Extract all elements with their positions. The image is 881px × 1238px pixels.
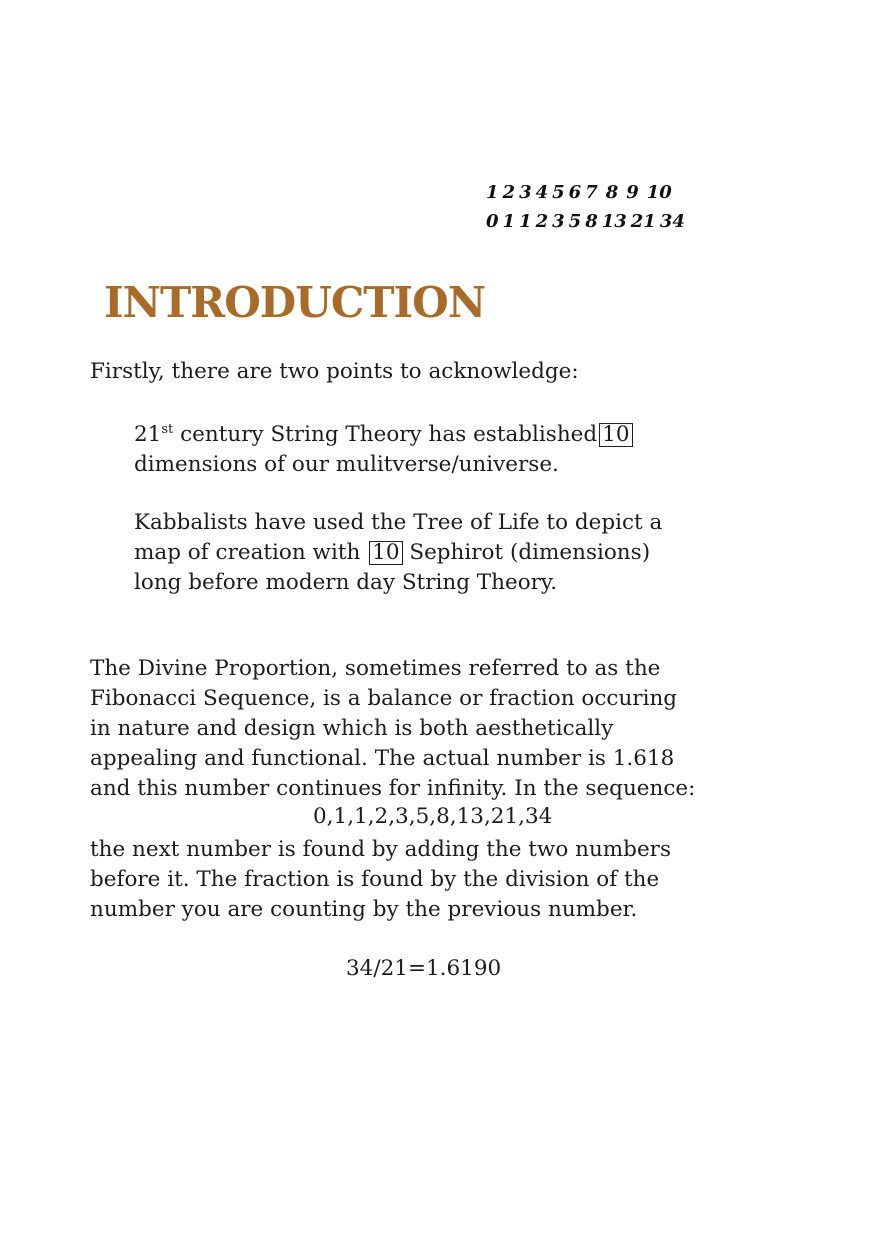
point-two-line-one: Kabbalists have used the Tree of Life to depict a (134, 510, 663, 535)
fibonacci-sequence: 0,1,1,2,3,5,8,13,21,34 (313, 804, 553, 829)
fib-cell: 8 (585, 211, 598, 232)
fibonacci-row (486, 207, 689, 236)
page-title: INTRODUCTION (104, 278, 486, 327)
index-cell: 2 (502, 182, 516, 203)
index-cell: 9 (626, 182, 639, 203)
fib-cell: 13 (601, 211, 627, 232)
ordinal-suffix: st (161, 421, 174, 437)
paragraph-line: The Divine Proportion, sometimes referred to as the (90, 656, 661, 681)
index-cell: 8 (605, 182, 619, 203)
index-row (486, 178, 689, 207)
intro-line: Firstly, there are two points to acknowledge: (90, 359, 579, 384)
fibonacci-number-table (486, 178, 689, 236)
fib-cell: 21 (630, 211, 656, 232)
boxed-number: 10 (369, 541, 402, 565)
point-two-text-pre: map of creation with (134, 540, 368, 565)
paragraph-line: and this number continues for infinity. In the sequence: (90, 776, 696, 801)
point-one-line-one (134, 420, 633, 450)
point-one-text: century String Theory has established (173, 422, 598, 447)
ratio-equation: 34/21=1.6190 (346, 956, 502, 981)
paragraph-line: Fibonacci Sequence, is a balance or fraction occuring (90, 686, 678, 711)
point-two-text-post: Sephirot (dimensions) (402, 540, 651, 565)
index-cell: 4 (535, 182, 549, 203)
index-cell: 6 (568, 182, 582, 203)
fib-cell: 1 (519, 211, 532, 232)
index-cell: 5 (552, 182, 565, 203)
index-cell: 3 (519, 182, 532, 203)
point-two-line-two (134, 538, 650, 568)
point-one-line-two: dimensions of our mulitverse/universe. (134, 452, 559, 477)
fib-cell: 34 (659, 211, 685, 232)
fib-cell: 5 (568, 211, 582, 232)
boxed-number: 10 (599, 423, 632, 447)
fib-cell: 1 (502, 211, 516, 232)
century-number: 21 (134, 422, 162, 447)
paragraph-line: the next number is found by adding the two numbers (90, 837, 671, 862)
point-two-line-three: long before modern day String Theory. (134, 570, 558, 595)
paragraph-line: appealing and functional. The actual number is 1.618 (90, 746, 675, 771)
paragraph-line: number you are counting by the previous number. (90, 897, 638, 922)
paragraph-line: before it. The fraction is found by the division of the (90, 867, 660, 892)
fib-cell: 3 (552, 211, 565, 232)
index-cell: 7 (585, 182, 598, 203)
index-cell: 10 (646, 182, 672, 203)
paragraph-line: in nature and design which is both aesthetically (90, 716, 614, 741)
fib-cell: 2 (535, 211, 549, 232)
fib-cell: 0 (486, 211, 499, 232)
index-cell: 1 (486, 182, 499, 203)
